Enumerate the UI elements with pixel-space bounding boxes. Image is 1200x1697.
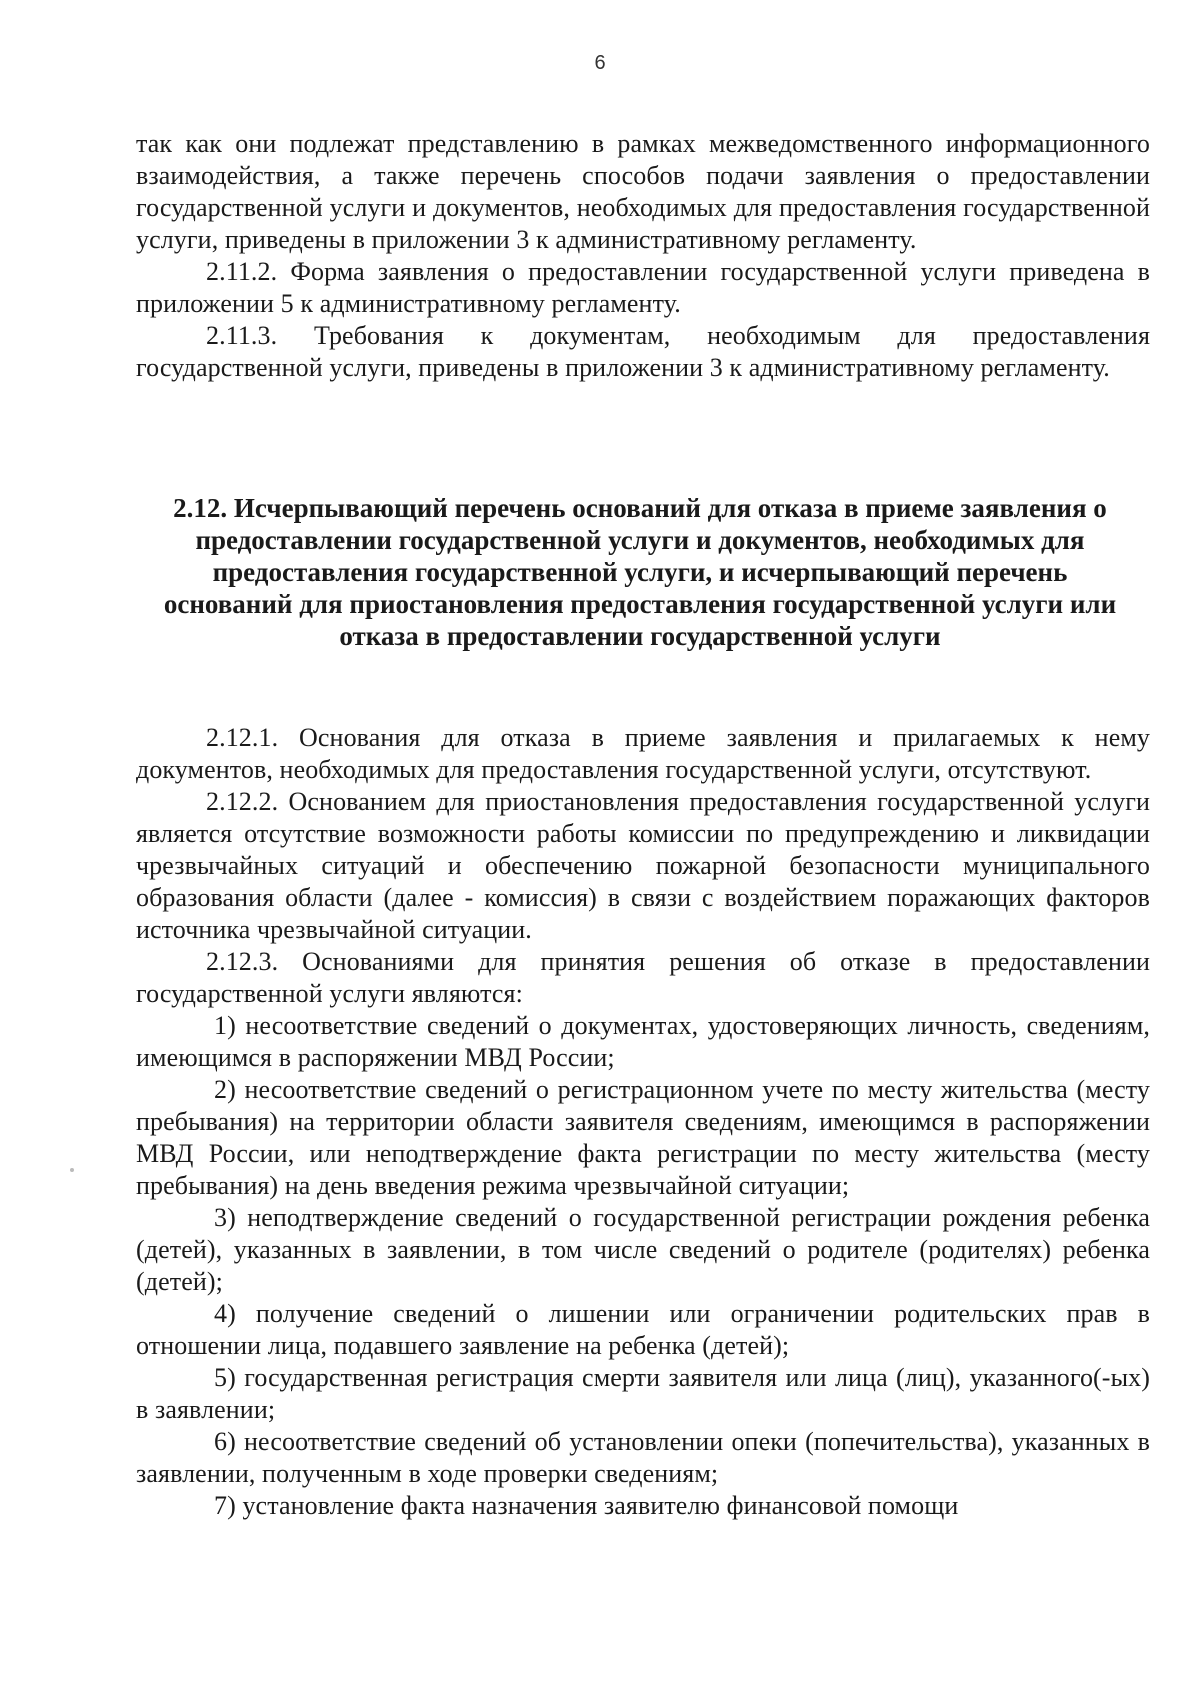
list-item: 3) неподтверждение сведений о государственной регистрации рождения ребенка (детей), указанных в заявлении, в том числе сведений о родителе (родителях) ребенка (детей); <box>136 1203 1150 1296</box>
list-item: 4) получение сведений о лишении или ограничении родительских прав в отношении лица, подавшего заявление на ребенка (детей); <box>136 1299 1150 1360</box>
paragraph-2-11-3: 2.11.3. Требования к документам, необходимым для предоставления государственной услуги, приведены в приложении 3 к административному регламенту. <box>136 321 1150 382</box>
scan-speck <box>70 1168 74 1172</box>
paragraph-continuation: так как они подлежат представлению в рамках межведомственного информационного взаимодействия, а также перечень способов подачи заявления о предоставлении государственной услуги и документов, необходимых для предоставления государственной услуги, приведены в приложении 3 к административному регламенту. <box>136 129 1150 254</box>
paragraph-2-12-2: 2.12.2. Основанием для приостановления предоставления государственной услуги является отсутствие возможности работы комиссии по предупреждению и ликвидации чрезвычайных ситуаций и обеспечению пожарной безопасности муниципального образования области (далее - комиссия) в связи с воздействием поражающих факторов источника чрезвычайной ситуации. <box>136 787 1150 944</box>
list-item: 6) несоответствие сведений об установлении опеки (попечительства), указанных в заявлении, полученным в ходе проверки сведениям; <box>136 1427 1150 1488</box>
list-item: 7) установление факта назначения заявителю финансовой помощи <box>214 1491 959 1520</box>
section-text-block <box>136 722 1150 1522</box>
paragraph-2-12-3: 2.12.3. Основаниями для принятия решения об отказе в предоставлении государственной услуги являются: <box>136 947 1150 1008</box>
page-number: 6 <box>594 52 606 74</box>
list-item: 2) несоответствие сведений о регистрационном учете по месту жительства (месту пребывания) на территории области заявителя сведениям, имеющимся в распоряжении МВД России, или неподтверждение факта регистрации по месту жительства (месту пребывания) на день введения режима чрезвычайной ситуации; <box>136 1075 1150 1200</box>
paragraph-2-11-2: 2.11.2. Форма заявления о предоставлении государственной услуги приведена в приложении 5 к административному регламенту. <box>136 257 1150 318</box>
list-item: 5) государственная регистрация смерти заявителя или лица (лиц), указанного(-ых) в заявлении; <box>136 1363 1150 1424</box>
section-heading-2-12: 2.12. Исчерпывающий перечень оснований для отказа в приеме заявления о предоставлении государственной услуги и документов, необходимых для предоставления государственной услуги, и исчерпывающий перечень оснований для приостановления предоставления государственной услуги или отказа в предоставлении государственной услуги <box>163 493 1117 651</box>
list-item: 1) несоответствие сведений о документах, удостоверяющих личность, сведениям, имеющимся в распоряжении МВД России; <box>136 1011 1150 1072</box>
paragraph-2-12-1: 2.12.1. Основания для отказа в приеме заявления и прилагаемых к нему документов, необходимых для предоставления государственной услуги, отсутствуют. <box>136 723 1150 784</box>
intro-text-block <box>136 128 1150 384</box>
